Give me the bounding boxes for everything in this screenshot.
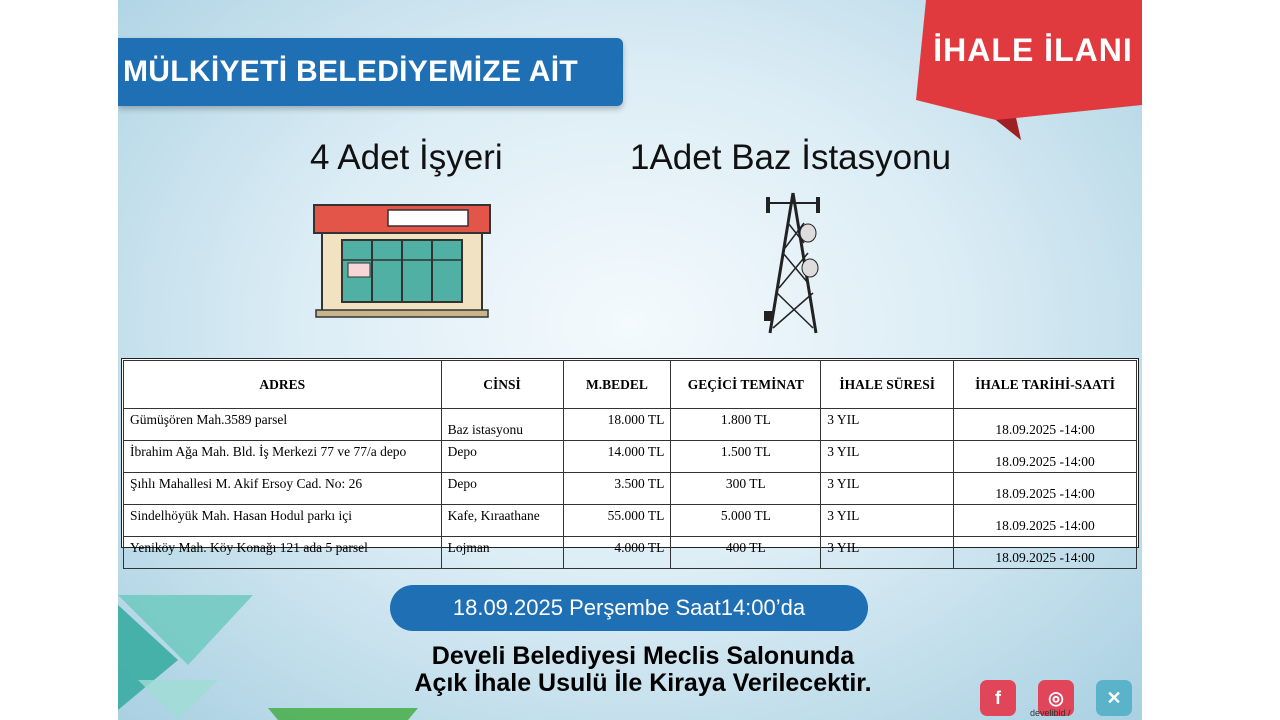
cell-deposit: 1.800 TL [671,409,821,441]
cell-type: Depo [441,441,563,473]
cell-price: 18.000 TL [563,409,671,441]
table-header-row [124,361,1137,409]
cell-deposit: 400 TL [671,537,821,569]
header-title: MÜLKİYETİ BELEDİYEMİZE AİT [123,55,579,88]
cell-type: Depo [441,473,563,505]
cell-price: 4.000 TL [563,537,671,569]
cell-duration: 3 YIL [821,505,954,537]
date-line: 18.09.2025 Perşembe Saat14:00’da [452,595,806,620]
ribbon-label: İHALE İLANI [933,32,1133,68]
column-header-address: ADRES [124,361,442,409]
cell-date: 18.09.2025 -14:00 [954,441,1137,473]
column-header-date: İHALE TARİHİ-SAATİ [954,361,1137,409]
cell-duration: 3 YIL [821,473,954,505]
cell-duration: 3 YIL [821,409,954,441]
cell-address: Şıhlı Mahallesi M. Akif Ersoy Cad. No: 26 [124,473,442,505]
cell-type: Lojman [441,537,563,569]
column-header-type: CİNSİ [441,361,563,409]
cell-date: 18.09.2025 -14:00 [954,505,1137,537]
cell-price: 14.000 TL [563,441,671,473]
ribbon-icon [896,0,1142,140]
header-banner [118,38,623,106]
cell-date: 18.09.2025 -14:00 [954,537,1137,569]
cell-address: Gümüşören Mah.3589 parsel [124,409,442,441]
cell-type: Baz istasyonu [441,409,563,441]
table-row [124,441,1137,473]
method-line: Açık İhale Usulü İle Kiraya Verilecektir. [414,669,872,697]
cell-price: 3.500 TL [563,473,671,505]
cell-duration: 3 YIL [821,537,954,569]
cell-address: Yeniköy Mah. Köy Konağı 121 ada 5 parsel [124,537,442,569]
tender-table [121,358,1139,565]
column-header-price: M.BEDEL [563,361,671,409]
x-icon[interactable]: ✕ [1096,680,1132,716]
shop-icon [312,200,492,318]
subtitle-workplaces: 4 Adet İşyeri [310,138,503,177]
cell-date: 18.09.2025 -14:00 [954,409,1137,441]
instagram-icon[interactable]: ◎ [1038,680,1074,716]
right-margin [1142,0,1280,720]
cell-deposit: 5.000 TL [671,505,821,537]
cell-duration: 3 YIL [821,441,954,473]
cell-deposit: 1.500 TL [671,441,821,473]
date-banner [390,585,868,631]
cell-tower-icon [758,183,828,335]
social-handle: develibld / [1030,708,1071,718]
table-row [124,473,1137,505]
cell-deposit: 300 TL [671,473,821,505]
facebook-icon[interactable]: f [980,680,1016,716]
subtitle-base-station: 1Adet Baz İstasyonu [630,138,952,177]
announcement-poster [118,0,1142,720]
column-header-deposit: GEÇİCİ TEMİNAT [671,361,821,409]
left-margin [0,0,118,720]
cell-address: Sindelhöyük Mah. Hasan Hodul parkı içi [124,505,442,537]
cell-date: 18.09.2025 -14:00 [954,473,1137,505]
table-row [124,505,1137,537]
venue-line: Develi Belediyesi Meclis Salonunda [431,642,855,670]
table-row [124,409,1137,441]
column-header-duration: İHALE SÜRESİ [821,361,954,409]
cell-type: Kafe, Kıraathane [441,505,563,537]
cell-price: 55.000 TL [563,505,671,537]
cell-address: İbrahim Ağa Mah. Bld. İş Merkezi 77 ve 77/a depo [124,441,442,473]
